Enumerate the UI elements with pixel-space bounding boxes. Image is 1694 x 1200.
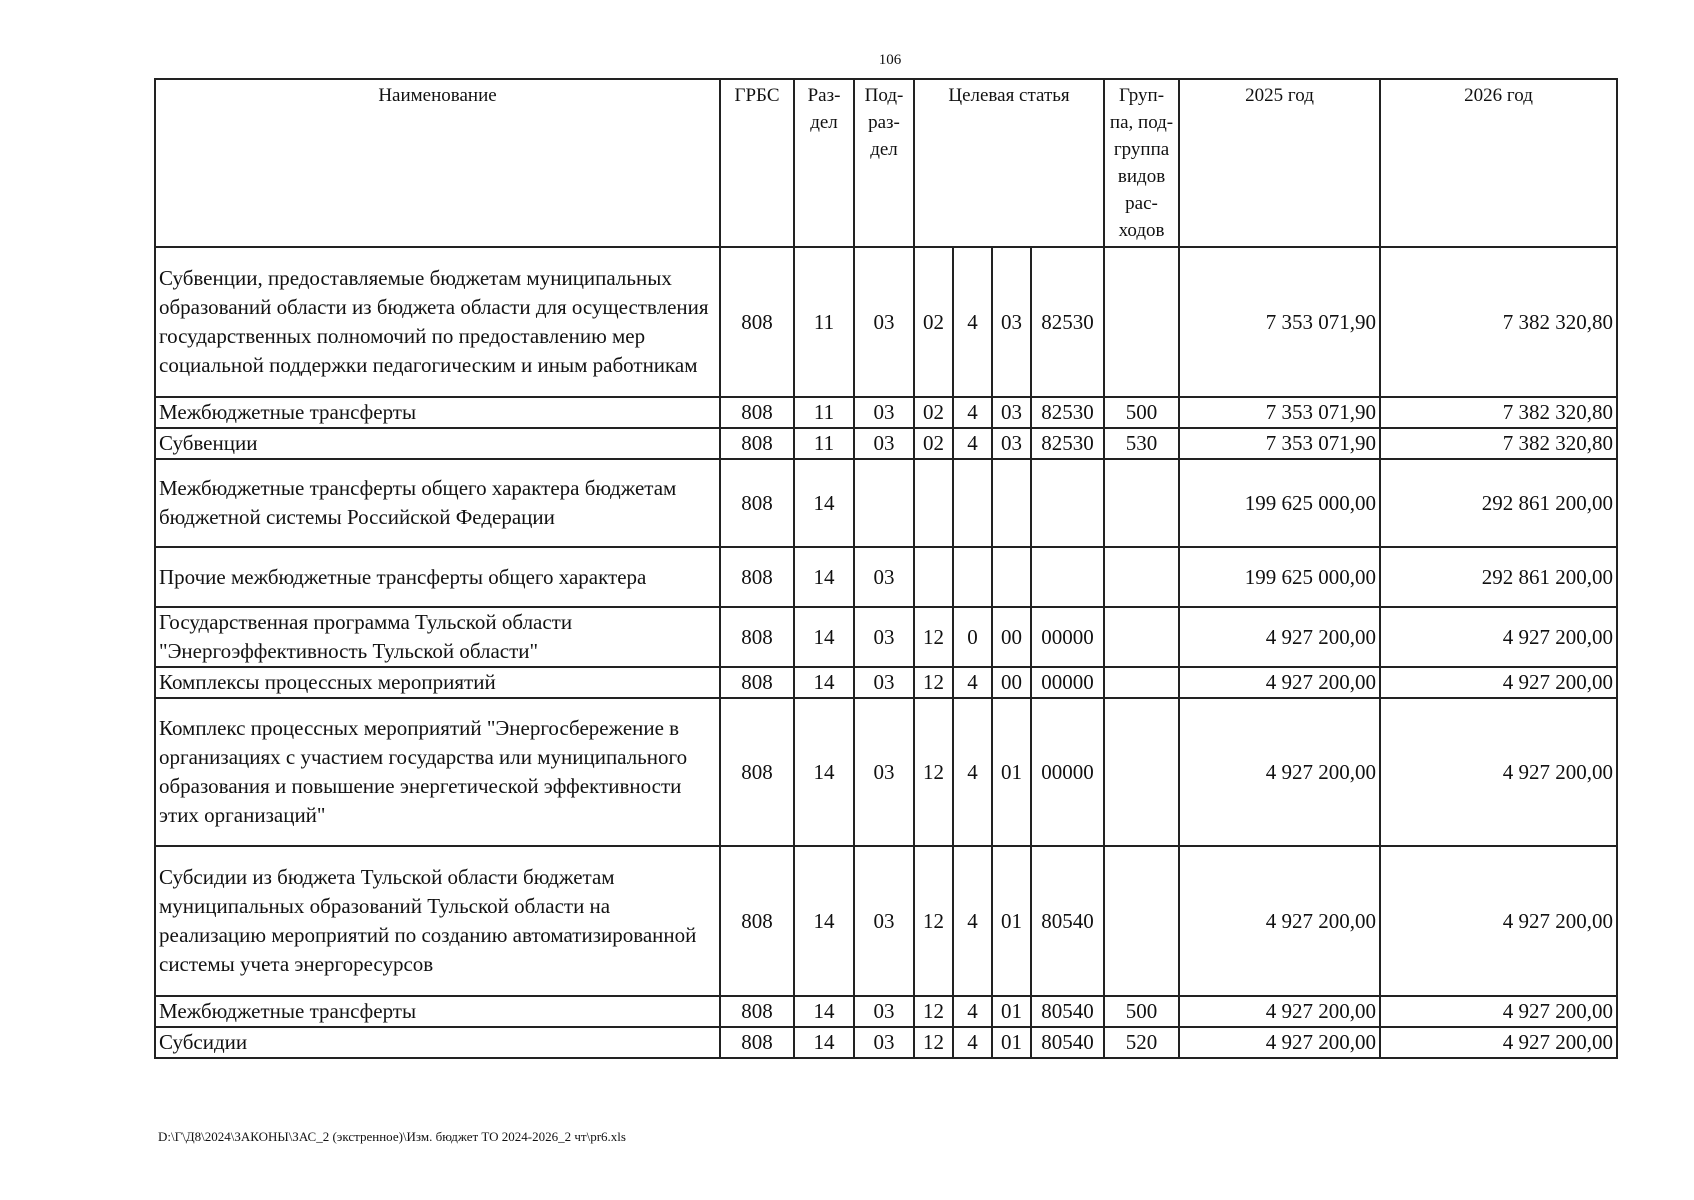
cell-cs-program: 02 bbox=[914, 397, 953, 428]
page-number: 106 bbox=[878, 52, 902, 68]
cell-podrazdel: 03 bbox=[854, 607, 914, 667]
cell-cs-program: 02 bbox=[914, 428, 953, 459]
cell-amount-2026: 4 927 200,00 bbox=[1380, 1027, 1617, 1058]
cell-amount-2025: 7 353 071,90 bbox=[1179, 247, 1380, 397]
cell-name: Субсидии bbox=[155, 1027, 720, 1058]
cell-amount-2026: 7 382 320,80 bbox=[1380, 247, 1617, 397]
cell-amount-2026: 4 927 200,00 bbox=[1380, 996, 1617, 1027]
cell-razdel: 14 bbox=[794, 607, 854, 667]
header-line: раз- bbox=[868, 112, 900, 133]
budget-table bbox=[154, 78, 1618, 1059]
cell-amount-2026: 4 927 200,00 bbox=[1380, 667, 1617, 698]
header-2026: 2026 год bbox=[1380, 79, 1617, 247]
cell-cs-type: 4 bbox=[953, 1027, 992, 1058]
cell-cs-type: 4 bbox=[953, 247, 992, 397]
cell-grbs: 808 bbox=[720, 846, 794, 996]
cell-cs-subprogram: 03 bbox=[992, 428, 1031, 459]
cell-cs-type: 4 bbox=[953, 996, 992, 1027]
cell-razdel: 14 bbox=[794, 1027, 854, 1058]
table-row bbox=[155, 428, 1617, 459]
cell-name: Межбюджетные трансферты bbox=[155, 996, 720, 1027]
cell-cs-direction: 80540 bbox=[1031, 996, 1104, 1027]
cell-cs-program: 12 bbox=[914, 846, 953, 996]
cell-cs-direction: 00000 bbox=[1031, 667, 1104, 698]
cell-razdel: 11 bbox=[794, 247, 854, 397]
cell-name: Субвенции, предоставляемые бюджетам муниципальных образований области из бюджета области для осуществления государственных полномочий по предоставлению мер социальной поддержки педагогическим и иным работникам bbox=[155, 247, 720, 397]
table-row bbox=[155, 547, 1617, 607]
cell-podrazdel: 03 bbox=[854, 846, 914, 996]
cell-grbs: 808 bbox=[720, 547, 794, 607]
cell-amount-2026: 4 927 200,00 bbox=[1380, 607, 1617, 667]
cell-amount-2025: 7 353 071,90 bbox=[1179, 428, 1380, 459]
cell-razdel: 14 bbox=[794, 846, 854, 996]
cell-vid-rashodov bbox=[1104, 607, 1179, 667]
header-line: дел bbox=[870, 139, 898, 160]
cell-cs-direction bbox=[1031, 547, 1104, 607]
cell-podrazdel: 03 bbox=[854, 428, 914, 459]
cell-cs-subprogram: 03 bbox=[992, 397, 1031, 428]
cell-cs-program bbox=[914, 547, 953, 607]
table-row bbox=[155, 397, 1617, 428]
cell-amount-2025: 4 927 200,00 bbox=[1179, 607, 1380, 667]
cell-amount-2025: 4 927 200,00 bbox=[1179, 846, 1380, 996]
cell-name: Субсидии из бюджета Тульской области бюджетам муниципальных образований Тульской области на реализацию мероприятий по созданию автоматизированной системы учета энергоресурсов bbox=[155, 846, 720, 996]
cell-razdel: 14 bbox=[794, 547, 854, 607]
cell-name: Межбюджетные трансферты общего характера бюджетам бюджетной системы Российской Федерации bbox=[155, 459, 720, 547]
cell-amount-2025: 4 927 200,00 bbox=[1179, 996, 1380, 1027]
cell-cs-direction: 80540 bbox=[1031, 846, 1104, 996]
header-celevaya-statya: Целевая статья bbox=[914, 79, 1104, 247]
cell-vid-rashodov: 500 bbox=[1104, 996, 1179, 1027]
header-line: видов bbox=[1117, 166, 1166, 187]
cell-amount-2025: 4 927 200,00 bbox=[1179, 698, 1380, 846]
header-line: Раз- bbox=[807, 85, 841, 106]
cell-amount-2026: 7 382 320,80 bbox=[1380, 428, 1617, 459]
cell-name: Комплексы процессных мероприятий bbox=[155, 667, 720, 698]
cell-amount-2025: 4 927 200,00 bbox=[1179, 667, 1380, 698]
cell-amount-2025: 199 625 000,00 bbox=[1179, 547, 1380, 607]
cell-name: Субвенции bbox=[155, 428, 720, 459]
cell-cs-direction: 82530 bbox=[1031, 397, 1104, 428]
cell-amount-2026: 292 861 200,00 bbox=[1380, 547, 1617, 607]
cell-grbs: 808 bbox=[720, 397, 794, 428]
cell-name: Прочие межбюджетные трансферты общего характера bbox=[155, 547, 720, 607]
cell-cs-subprogram bbox=[992, 459, 1031, 547]
cell-razdel: 11 bbox=[794, 428, 854, 459]
header-razdel bbox=[794, 79, 854, 247]
cell-name: Государственная программа Тульской области "Энергоэффективность Тульской области" bbox=[155, 607, 720, 667]
cell-grbs: 808 bbox=[720, 996, 794, 1027]
cell-cs-subprogram bbox=[992, 547, 1031, 607]
header-line: ходов bbox=[1118, 220, 1165, 241]
cell-cs-direction: 00000 bbox=[1031, 698, 1104, 846]
cell-cs-direction: 82530 bbox=[1031, 247, 1104, 397]
cell-cs-program: 12 bbox=[914, 667, 953, 698]
cell-podrazdel bbox=[854, 459, 914, 547]
cell-razdel: 14 bbox=[794, 667, 854, 698]
cell-razdel: 14 bbox=[794, 698, 854, 846]
cell-grbs: 808 bbox=[720, 247, 794, 397]
cell-vid-rashodov bbox=[1104, 667, 1179, 698]
cell-vid-rashodov bbox=[1104, 459, 1179, 547]
cell-cs-program: 12 bbox=[914, 1027, 953, 1058]
header-podrazdel bbox=[854, 79, 914, 247]
table-row bbox=[155, 698, 1617, 846]
cell-vid-rashodov bbox=[1104, 547, 1179, 607]
cell-cs-direction: 00000 bbox=[1031, 607, 1104, 667]
table-header-row bbox=[155, 79, 1617, 247]
cell-amount-2026: 292 861 200,00 bbox=[1380, 459, 1617, 547]
header-gruppa-vidov-rashodov bbox=[1104, 79, 1179, 247]
cell-podrazdel: 03 bbox=[854, 698, 914, 846]
cell-cs-program bbox=[914, 459, 953, 547]
header-grbs bbox=[720, 79, 794, 247]
header-line: Груп- bbox=[1119, 85, 1165, 106]
cell-grbs: 808 bbox=[720, 698, 794, 846]
cell-cs-type: 0 bbox=[953, 607, 992, 667]
cell-podrazdel: 03 bbox=[854, 667, 914, 698]
cell-cs-type: 4 bbox=[953, 698, 992, 846]
cell-cs-subprogram: 00 bbox=[992, 607, 1031, 667]
cell-cs-type bbox=[953, 459, 992, 547]
table-row bbox=[155, 459, 1617, 547]
cell-razdel: 14 bbox=[794, 996, 854, 1027]
cell-cs-type: 4 bbox=[953, 846, 992, 996]
header-2025: 2025 год bbox=[1179, 79, 1380, 247]
cell-cs-type: 4 bbox=[953, 428, 992, 459]
cell-amount-2026: 4 927 200,00 bbox=[1380, 698, 1617, 846]
cell-amount-2026: 7 382 320,80 bbox=[1380, 397, 1617, 428]
cell-amount-2025: 199 625 000,00 bbox=[1179, 459, 1380, 547]
cell-cs-type: 4 bbox=[953, 667, 992, 698]
cell-razdel: 14 bbox=[794, 459, 854, 547]
header-line: па, под- bbox=[1109, 112, 1174, 133]
cell-cs-subprogram: 01 bbox=[992, 846, 1031, 996]
cell-grbs: 808 bbox=[720, 667, 794, 698]
table-row bbox=[155, 846, 1617, 996]
cell-grbs: 808 bbox=[720, 1027, 794, 1058]
file-path-footer: D:\Г\Д8\2024\ЗАКОНЫ\ЗАС_2 (экстренное)\Изм. бюджет ТО 2024-2026_2 чт\pr6.xls bbox=[158, 1129, 626, 1144]
cell-cs-program: 12 bbox=[914, 996, 953, 1027]
cell-vid-rashodov: 500 bbox=[1104, 397, 1179, 428]
header-name: Наименование bbox=[155, 79, 720, 247]
cell-podrazdel: 03 bbox=[854, 996, 914, 1027]
cell-cs-direction bbox=[1031, 459, 1104, 547]
table-row bbox=[155, 247, 1617, 397]
cell-amount-2025: 4 927 200,00 bbox=[1179, 1027, 1380, 1058]
cell-podrazdel: 03 bbox=[854, 397, 914, 428]
cell-name: Комплекс процессных мероприятий "Энергосбережение в организациях с участием государства или муниципального образования и повышение энергетической эффективности этих организаций" bbox=[155, 698, 720, 846]
cell-cs-type bbox=[953, 547, 992, 607]
cell-vid-rashodov: 520 bbox=[1104, 1027, 1179, 1058]
cell-cs-program: 12 bbox=[914, 607, 953, 667]
header-line: рас- bbox=[1125, 193, 1158, 214]
cell-podrazdel: 03 bbox=[854, 247, 914, 397]
table-row bbox=[155, 607, 1617, 667]
cell-cs-program: 12 bbox=[914, 698, 953, 846]
cell-cs-type: 4 bbox=[953, 397, 992, 428]
header-line: ГРБС bbox=[734, 85, 780, 106]
cell-cs-subprogram: 03 bbox=[992, 247, 1031, 397]
table-row bbox=[155, 1027, 1617, 1058]
cell-grbs: 808 bbox=[720, 607, 794, 667]
cell-amount-2025: 7 353 071,90 bbox=[1179, 397, 1380, 428]
cell-vid-rashodov: 530 bbox=[1104, 428, 1179, 459]
cell-cs-direction: 82530 bbox=[1031, 428, 1104, 459]
cell-cs-subprogram: 01 bbox=[992, 996, 1031, 1027]
cell-vid-rashodov bbox=[1104, 698, 1179, 846]
table-row bbox=[155, 667, 1617, 698]
cell-grbs: 808 bbox=[720, 459, 794, 547]
cell-cs-subprogram: 00 bbox=[992, 667, 1031, 698]
cell-podrazdel: 03 bbox=[854, 547, 914, 607]
cell-cs-subprogram: 01 bbox=[992, 1027, 1031, 1058]
table-row bbox=[155, 996, 1617, 1027]
cell-cs-direction: 80540 bbox=[1031, 1027, 1104, 1058]
header-line: дел bbox=[810, 112, 838, 133]
header-line: группа bbox=[1113, 139, 1170, 160]
cell-vid-rashodov bbox=[1104, 247, 1179, 397]
cell-amount-2026: 4 927 200,00 bbox=[1380, 846, 1617, 996]
cell-razdel: 11 bbox=[794, 397, 854, 428]
cell-vid-rashodov bbox=[1104, 846, 1179, 996]
cell-grbs: 808 bbox=[720, 428, 794, 459]
cell-podrazdel: 03 bbox=[854, 1027, 914, 1058]
cell-name: Межбюджетные трансферты bbox=[155, 397, 720, 428]
header-line: Под- bbox=[864, 85, 904, 106]
cell-cs-program: 02 bbox=[914, 247, 953, 397]
cell-cs-subprogram: 01 bbox=[992, 698, 1031, 846]
